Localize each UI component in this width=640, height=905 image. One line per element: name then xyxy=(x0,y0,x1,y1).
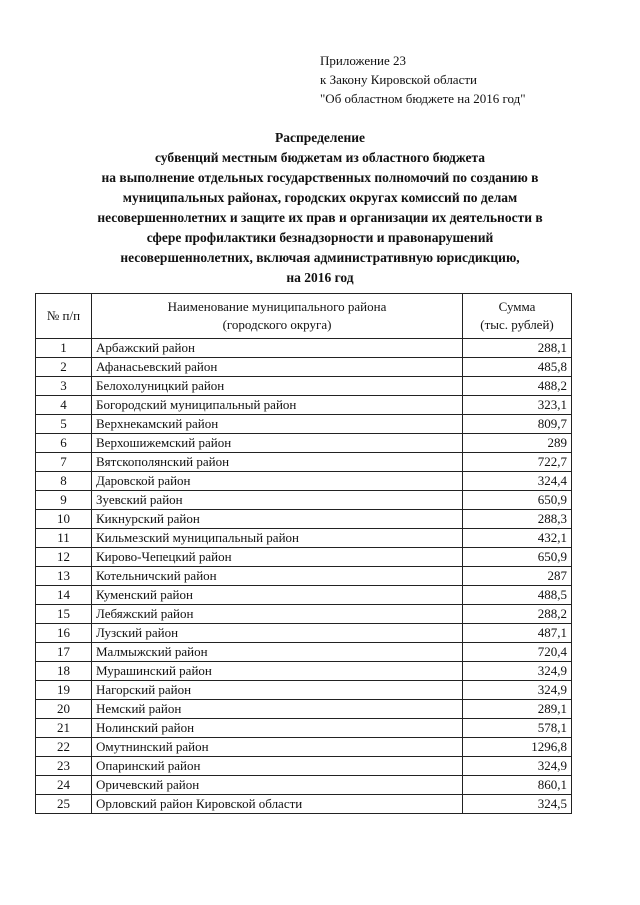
table-row xyxy=(36,377,572,396)
table-row xyxy=(36,529,572,548)
appendix-law-title: "Об областном бюджете на 2016 год" xyxy=(320,91,526,106)
row-number: 15 xyxy=(36,605,92,624)
row-number: 19 xyxy=(36,681,92,700)
subvention-amount: 720,4 xyxy=(463,643,572,662)
table-row xyxy=(36,510,572,529)
subvention-amount: 288,2 xyxy=(463,605,572,624)
row-number: 13 xyxy=(36,567,92,586)
title-line-8: на 2016 год xyxy=(286,270,354,285)
subvention-amount: 432,1 xyxy=(463,529,572,548)
table-row xyxy=(36,662,572,681)
row-number: 22 xyxy=(36,738,92,757)
table-row xyxy=(36,624,572,643)
district-name: Афанасьевский район xyxy=(92,358,463,377)
district-name: Даровской район xyxy=(92,472,463,491)
title-line-4: муниципальных районах, городских округах комиссий по делам xyxy=(122,190,518,205)
subvention-amount: 324,9 xyxy=(463,757,572,776)
row-number: 8 xyxy=(36,472,92,491)
row-number: 11 xyxy=(36,529,92,548)
table-row xyxy=(36,567,572,586)
table-row xyxy=(36,339,572,358)
title-line-5: несовершеннолетних и защите их прав и организации их деятельности в xyxy=(97,210,543,225)
header-amount xyxy=(463,294,572,339)
district-name: Котельничский район xyxy=(92,567,463,586)
subvention-amount: 288,3 xyxy=(463,510,572,529)
subvention-amount: 485,8 xyxy=(463,358,572,377)
table-row xyxy=(36,586,572,605)
row-number: 4 xyxy=(36,396,92,415)
table-row xyxy=(36,472,572,491)
subvention-amount: 722,7 xyxy=(463,453,572,472)
row-number: 7 xyxy=(36,453,92,472)
district-name: Лебяжский район xyxy=(92,605,463,624)
subvention-amount: 860,1 xyxy=(463,776,572,795)
row-number: 17 xyxy=(36,643,92,662)
header-district-name xyxy=(92,294,463,339)
subvention-amount: 578,1 xyxy=(463,719,572,738)
subvention-amount: 289 xyxy=(463,434,572,453)
subvention-amount: 289,1 xyxy=(463,700,572,719)
table-row xyxy=(36,681,572,700)
row-number: 18 xyxy=(36,662,92,681)
table-row xyxy=(36,358,572,377)
district-name: Кильмезский муниципальный район xyxy=(92,529,463,548)
table-row xyxy=(36,605,572,624)
subvention-amount: 488,5 xyxy=(463,586,572,605)
row-number: 10 xyxy=(36,510,92,529)
district-name: Верхошижемский район xyxy=(92,434,463,453)
title-line-1: Распределение xyxy=(274,130,366,145)
row-number: 1 xyxy=(36,339,92,358)
header-amount-line-1: Сумма xyxy=(498,299,536,314)
row-number: 20 xyxy=(36,700,92,719)
subvention-amount: 324,4 xyxy=(463,472,572,491)
subvention-amount: 324,5 xyxy=(463,795,572,814)
table-row xyxy=(36,795,572,814)
row-number: 14 xyxy=(36,586,92,605)
title-line-3: на выполнение отдельных государственных полномочий по созданию в xyxy=(101,170,539,185)
document-title xyxy=(0,128,640,288)
row-number: 2 xyxy=(36,358,92,377)
row-number: 12 xyxy=(36,548,92,567)
title-line-2: субвенций местным бюджетам из областного бюджета xyxy=(154,150,486,165)
district-name: Малмыжский район xyxy=(92,643,463,662)
table-header-row xyxy=(36,294,572,339)
subvention-amount: 809,7 xyxy=(463,415,572,434)
row-number: 16 xyxy=(36,624,92,643)
title-line-6: сфере профилактики безнадзорности и правонарушений xyxy=(146,230,494,245)
district-name: Вятскополянский район xyxy=(92,453,463,472)
subvention-amount: 650,9 xyxy=(463,491,572,510)
subvention-amount: 487,1 xyxy=(463,624,572,643)
appendix-reference xyxy=(320,51,526,108)
row-number: 6 xyxy=(36,434,92,453)
subvention-amount: 287 xyxy=(463,567,572,586)
table-row xyxy=(36,453,572,472)
subvention-amount: 323,1 xyxy=(463,396,572,415)
row-number: 3 xyxy=(36,377,92,396)
table-row xyxy=(36,776,572,795)
district-name: Нагорский район xyxy=(92,681,463,700)
header-name-line-2: (городского округа) xyxy=(222,317,332,332)
row-number: 21 xyxy=(36,719,92,738)
district-name: Мурашинский район xyxy=(92,662,463,681)
district-name: Омутнинский район xyxy=(92,738,463,757)
subvention-amount: 288,1 xyxy=(463,339,572,358)
district-name: Кирово-Чепецкий район xyxy=(92,548,463,567)
subvention-amount: 650,9 xyxy=(463,548,572,567)
district-name: Богородский муниципальный район xyxy=(92,396,463,415)
appendix-law: к Закону Кировской области xyxy=(320,72,477,87)
header-number: № п/п xyxy=(36,294,92,339)
title-line-7: несовершеннолетних, включая административную юрисдикцию, xyxy=(120,250,520,265)
header-amount-line-2: (тыс. рублей) xyxy=(480,317,554,332)
table-row xyxy=(36,548,572,567)
district-name: Опаринский район xyxy=(92,757,463,776)
district-name: Лузский район xyxy=(92,624,463,643)
allocation-table xyxy=(35,293,572,814)
appendix-number: Приложение 23 xyxy=(320,53,407,68)
table-row xyxy=(36,491,572,510)
district-name: Куменский район xyxy=(92,586,463,605)
table-row xyxy=(36,396,572,415)
table-row xyxy=(36,643,572,662)
table-row xyxy=(36,415,572,434)
subvention-amount: 488,2 xyxy=(463,377,572,396)
row-number: 24 xyxy=(36,776,92,795)
table-row xyxy=(36,700,572,719)
table-body xyxy=(36,339,572,814)
table-row xyxy=(36,434,572,453)
district-name: Арбажский район xyxy=(92,339,463,358)
district-name: Орловский район Кировской области xyxy=(92,795,463,814)
district-name: Оричевский район xyxy=(92,776,463,795)
district-name: Верхнекамский район xyxy=(92,415,463,434)
district-name: Немский район xyxy=(92,700,463,719)
header-name-line-1: Наименование муниципального района xyxy=(167,299,387,314)
subvention-amount: 1296,8 xyxy=(463,738,572,757)
row-number: 23 xyxy=(36,757,92,776)
district-name: Кикнурский район xyxy=(92,510,463,529)
table-row xyxy=(36,738,572,757)
table-row xyxy=(36,719,572,738)
row-number: 25 xyxy=(36,795,92,814)
district-name: Белохолуницкий район xyxy=(92,377,463,396)
subvention-amount: 324,9 xyxy=(463,681,572,700)
row-number: 5 xyxy=(36,415,92,434)
subvention-amount: 324,9 xyxy=(463,662,572,681)
district-name: Нолинский район xyxy=(92,719,463,738)
district-name: Зуевский район xyxy=(92,491,463,510)
row-number: 9 xyxy=(36,491,92,510)
table-row xyxy=(36,757,572,776)
